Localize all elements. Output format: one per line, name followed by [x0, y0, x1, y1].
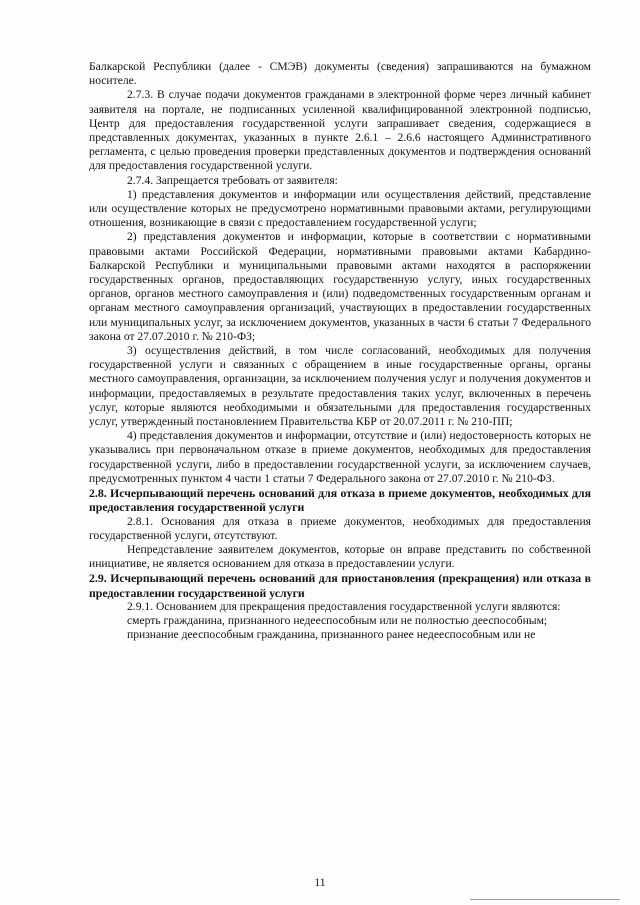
paragraph-2-8-1: 2.8.1. Основания для отказа в приеме документов, необходимых для предоставления государственной услуги, отсутствуют. — [89, 514, 591, 542]
list-item-capacity-restored: признание дееспособным гражданина, признанного ранее недееспособным или не — [127, 628, 536, 642]
paragraph-2-7-3: 2.7.3. В случае подачи документов гражданами в электронной форме через личный кабинет заявителя на портале, не подписанных усиленной квалифицированной электронной подписью, Центр для предоставления государственной услуги запрашивает сведения, содержащиеся в представленных документах, указанных в пункте 2.6.1 – 2.6.6 настоящего Административного регламента, с целью проведения проверки представленных документов и подтверждения оснований для предоставления государственной услуги. — [89, 88, 591, 173]
list-item-death: смерть гражданина, признанного недееспособным или не полностью дееспособным; — [127, 613, 548, 627]
paragraph-2-9-1: 2.9.1. Основанием для прекращения предоставления государственной услуги являются: — [127, 599, 561, 613]
paragraph-2-7-4: 2.7.4. Запрещается требовать от заявителя: — [127, 173, 338, 187]
list-item-2: 2) представления документов и информации, которые в соответствии с нормативными правовыми актами Российской Федерации, нормативными правовыми актами Кабардино-Балкарской Республики и муниципальными правовыми актами находятся в распоряжении государственных органов, предоставляющих государственную услугу, иных государственных органов, органов местного самоуправления и (или) подведомственных государственным органам и органам местного самоуправления организаций, участвующих в предоставлении государственных или муниципальных услуг, за исключением документов, указанных в части 6 статьи 7 Федерального закона от 27.07.2010 г. № 210-ФЗ; — [89, 230, 591, 343]
paragraph-non-submission: Непредставление заявителем документов, которые он вправе представить по собственной инициативе, не является основанием для отказа в предоставлении услуги. — [89, 542, 591, 571]
document-body — [89, 60, 591, 642]
paragraph-smev-continuation: Балкарской Республики (далее - СМЭВ) документы (сведения) запрашиваются на бумажном носителе. — [89, 60, 591, 88]
list-item-1: 1) представления документов и информации или осуществления действий, представление или осуществление которых не предусмотрено нормативными правовыми актами, регулирующими отношения, возникающие в связи с предоставлением государственной услуги; — [89, 187, 591, 230]
section-heading-2-9: 2.9. Исчерпывающий перечень оснований для приостановления (прекращения) или отказа в предоставлении государственной услуги — [89, 571, 591, 600]
scan-artifact-line — [470, 899, 620, 900]
section-heading-2-8: 2.8. Исчерпывающий перечень оснований для отказа в приеме документов, необходимых для предоставления государственной услуги — [89, 486, 591, 515]
list-item-4: 4) представления документов и информации, отсутствие и (или) недостоверность которых не указывались при первоначальном отказе в приеме документов, необходимых для предоставления государственной услуги, либо в предоставлении государственной услуги, за исключением случаев, предусмотренных пунктом 4 части 1 статьи 7 Федерального закона от 27.07.2010 г. № 210-ФЗ. — [89, 429, 591, 485]
page-number: 11 — [314, 876, 326, 889]
list-item-3: 3) осуществления действий, в том числе согласований, необходимых для получения государственной услуги и связанных с обращением в иные государственные органы, органы местного самоуправления, организации, за исключением получения услуг и получения документов и информации, предоставляемых в результате предоставления таких услуг, включенных в перечень услуг, которые являются необходимыми и обязательными для предоставления государственных услуг, утвержденный постановлением Правительства КБР от 20.07.2011 г. № 210-ПП; — [89, 344, 591, 429]
